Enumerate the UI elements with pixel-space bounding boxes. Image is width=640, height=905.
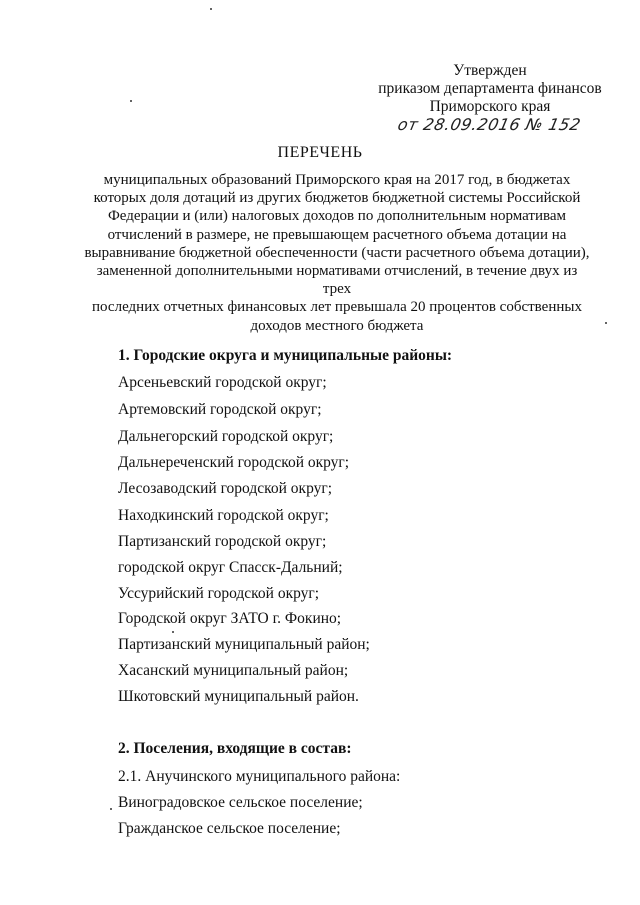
scan-speck [605,322,607,324]
scan-speck [130,100,132,102]
list-item: Гражданское сельское поселение; [118,820,341,837]
list-item: Хасанский муниципальный район; [118,662,349,679]
description-line: замененной дополнительными нормативами отчислений, в течение двух из трех [96,263,578,298]
list-item: Лесозаводский городской округ; [118,480,333,497]
list-item: Находкинский городской округ; [118,507,329,524]
scan-speck [110,808,112,810]
approval-line-3: Приморского края [429,98,551,115]
list-item: Партизанский городской округ; [118,533,327,550]
list-item: Городской округ ЗАТО г. Фокино; [118,610,342,627]
description-line: выравнивание бюджетной обеспеченности (части расчетного объема дотации), [84,244,590,261]
list-item: Шкотовский муниципальный район. [118,688,359,705]
section-1-heading: 1. Городские округа и муниципальные районы: [118,347,453,364]
description-line: муниципальных образований Приморского края на 2017 год, в бюджетах [103,172,571,188]
approval-line-2: приказом департамента финансов [378,80,602,97]
approval-line-1: Утвержден [453,62,527,79]
list-item: Партизанский муниципальный район; [118,636,370,653]
description-line: доходов местного бюджета [250,317,424,334]
scan-speck [172,631,174,633]
list-item: городской округ Спасск-Дальний; [118,559,343,576]
document-description [82,171,592,335]
description-line: последних отчетных финансовых лет превышала 20 процентов собственных [92,299,582,316]
description-line: Федерации и (или) налоговых доходов по дополнительным нормативам [107,208,567,225]
section-2-heading: 2. Поселения, входящие в состав: [118,740,352,757]
subsection-heading: 2.1. Анучинского муниципального района: [118,768,401,785]
list-item: Виноградовское сельское поселение; [118,794,363,811]
approval-block [360,62,620,116]
list-item: Артемовский городской округ; [118,401,322,418]
list-item: Уссурийский городской округ; [118,585,320,602]
description-line: которых доля дотаций из других бюджетов бюджетной системы Российской [93,190,581,207]
handwritten-date-number: от 28.09.2016 № 152 [395,115,583,134]
list-item: Дальнереченский городской округ; [118,454,350,471]
description-line: отчислений в размере, не превышающем расчетного объема дотации на [107,226,567,243]
scan-speck [210,8,212,10]
document-title: ПЕРЕЧЕНЬ [277,144,363,161]
list-item: Арсеньевский городской округ; [118,374,327,391]
list-item: Дальнегорский городской округ; [118,428,334,445]
